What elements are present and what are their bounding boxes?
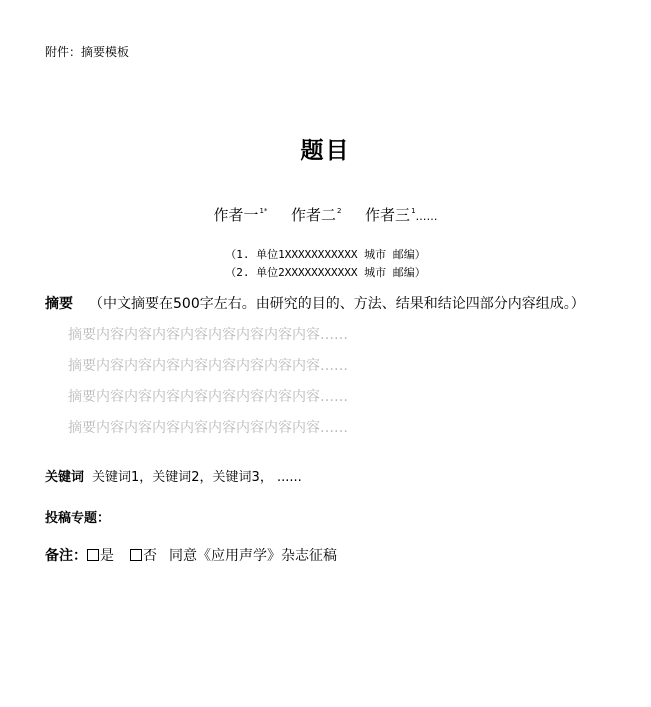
keywords-line [45, 466, 302, 485]
author-1-affiliation-mark: 1* [259, 207, 268, 215]
option-yes-label: 是 [100, 548, 114, 564]
checkbox-yes[interactable] [87, 549, 99, 561]
abstract-placeholder-line: 摘要内容内容内容内容内容内容内容内容…… [68, 358, 348, 374]
author-ellipsis: …… [415, 210, 438, 223]
author-2-affiliation-mark: 2 [337, 207, 342, 215]
author-line [0, 204, 651, 225]
keywords-label: 关键词 [45, 470, 85, 485]
topic-label: 投稿专题： [45, 511, 111, 526]
author-3: 作者三 [365, 206, 411, 224]
remark-line [45, 545, 337, 565]
abstract-instruction: （中文摘要在500字左右。由研究的目的、方法、结果和结论四部分内容组成。） [89, 296, 585, 312]
author-3-affiliation-mark: 1 [411, 207, 416, 215]
affiliation-2: （2. 单位2XXXXXXXXXXX 城市 邮编） [225, 266, 426, 279]
author-1: 作者一 [213, 206, 259, 224]
attachment-label: 附件：摘要模板 [45, 45, 130, 59]
consent-text: 同意《应用声学》杂志征稿 [169, 548, 337, 564]
option-yes[interactable] [87, 545, 114, 565]
author-2: 作者二 [291, 206, 337, 224]
checkbox-no[interactable] [130, 549, 142, 561]
option-no[interactable] [130, 545, 157, 565]
abstract-placeholder-line: 摘要内容内容内容内容内容内容内容内容…… [68, 327, 348, 343]
keywords-value: 关键词1，关键词2，关键词3， ...... [92, 470, 302, 485]
page-title: 题目 [300, 138, 351, 164]
abstract-label: 摘要 [45, 296, 73, 312]
remark-label: 备注： [45, 548, 87, 564]
affiliation-1: （1. 单位1XXXXXXXXXXX 城市 邮编） [225, 248, 426, 261]
abstract-placeholder-line: 摘要内容内容内容内容内容内容内容内容…… [68, 389, 348, 405]
abstract-placeholder-line: 摘要内容内容内容内容内容内容内容内容…… [68, 420, 348, 436]
option-no-label: 否 [143, 548, 157, 564]
abstract-heading [45, 293, 585, 313]
